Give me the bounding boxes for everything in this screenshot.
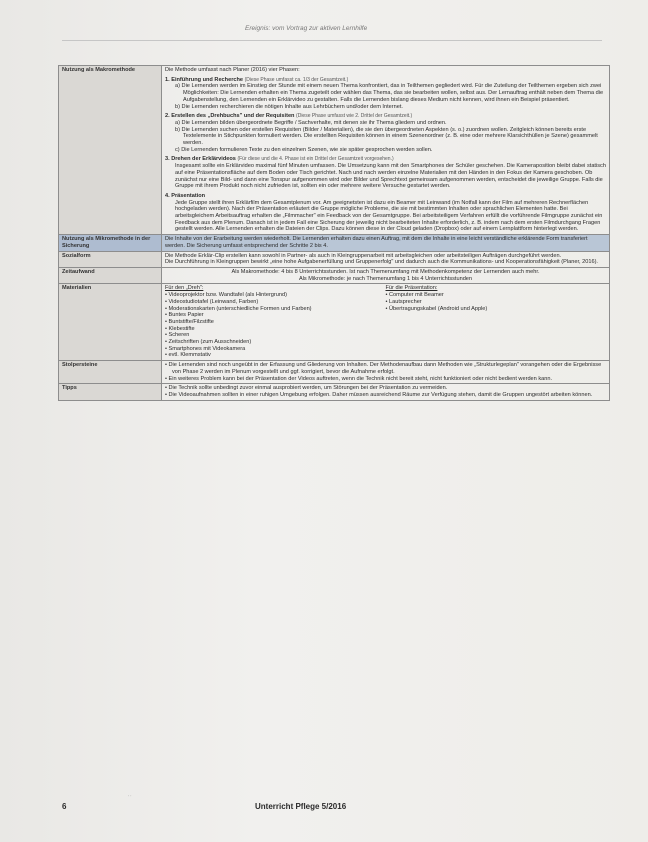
scan-marks: ' ' (128, 795, 132, 801)
row-mikromethode (59, 235, 610, 251)
page-number: 6 (62, 802, 67, 811)
bullet-icon: • (385, 305, 390, 312)
step-1b: b) Die Lernenden recherchieren die nötigen Inhalte aus Lehrbüchern und/oder dem Internet. (175, 103, 403, 110)
list-item: • Moderationskarten (unterschiedliche Formen und Farben) (165, 305, 312, 312)
row-stolpersteine (59, 361, 610, 384)
bullet-icon: • (165, 298, 169, 305)
dreh-list (165, 292, 386, 359)
row-label: Nutzung als Mikromethode in der Sicherung (59, 235, 162, 251)
row-materialien (59, 284, 610, 361)
bullet-icon: • (385, 292, 390, 299)
row-content (162, 66, 610, 235)
step-4-title: 4. Präsentation (165, 192, 206, 199)
bullet-icon: • (165, 362, 169, 369)
step-2b: b) Die Lernenden suchen oder erstellen Requisiten (Bilder / Materialien), die sie den übergeordneten Aspekten (s. o.) zuordnen wollen. Zeitgleich können bereits erste Textelemente in Stichpunkten formuliert werden. Die erstellten Requisiten können in einem Szenenordner (z. B. eine oder mehrere Klarsichthüllen je Szene) gesammelt werden. (175, 126, 598, 147)
row-content: Die Inhalte von der Erarbeitung werden wiederholt. Die Lernenden erhalten dazu einen Auftrag, mit dem die Inhalte in eine leicht verständliche erklärende Form transferiert werden. Die Sicherung umfasst entsprechend der Schritte 2 bis 4. (162, 235, 610, 251)
bullet-icon: • (165, 318, 169, 325)
list-item: • Die Lernenden sind noch ungeübt in der Erfassung und Gliederung von Inhalten. Der Methodenaufbau dann Methoden wie „Strukturlegeplan" vorangehen oder die Ergebnisse von Phase 2 werden im Plenum vorgestellt und ggf. korrigiert, bevor die Aufnahme erfolgt. (165, 362, 602, 375)
list-item: • Lautsprecher (385, 298, 422, 305)
sozialform-text-2: Die Durchführung in Kleingruppen bewirkt „eine hohe Aufgabenerfüllung und Gruppenerfolg" und dadurch auch die Kommunikations- und Kooperationsfähigkeit (Planer, 2016). (165, 259, 598, 266)
bullet-icon: • (165, 352, 169, 359)
method-table (58, 65, 610, 401)
list-item: • Buntstifte/Filzstifte (165, 318, 214, 325)
row-content (162, 361, 610, 384)
sozialform-text-1: Die Methode Erklär-Clip erstellen kann sowohl in Partner- als auch in Kleingruppenarbeit mit arbeitsgleichen oder arbeitsteiligen Aufträgen durchgeführt werden. (165, 252, 562, 259)
step-3-text: Insgesamt sollte ein Erklärvideo maximal fünf Minuten umfassen. Die Umsetzung kann mit den Smartphones der Schüler geschehen. Die Kameraposition bleibt dabei statisch auf eine Präsentationsfläche auf dem Boden oder Tisch gerichtet. Nach und nach werden einzelne Materialien mit den Händen in den Fokus der Kamera geschoben. Ob zunächst nur eine Bild- und dann eine Tonspur aufgenommen wird oder Bilder und Sprechtext gemeinsam aufgenommen werden, entscheidet die jeweilige Gruppe. Falls die Gruppe mit ihrem Produkt noch nicht zufrieden ist, sollten ein oder mehrere weitere Versuche gestartet werden. (175, 163, 606, 190)
list-item: • Smartphones mit Videokamera (165, 345, 246, 352)
bullet-icon: • (165, 312, 169, 319)
list-item: • evtl. Klemmstativ (165, 352, 211, 359)
list-item: • Scheren (165, 332, 190, 339)
row-zeitaufwand (59, 267, 610, 283)
list-item: • Klebestifte (165, 325, 195, 332)
list-item: • Übertragungskabel (Android und Apple) (385, 305, 488, 312)
row-label: Materialien (59, 284, 162, 361)
row-label: Tipps (59, 384, 162, 400)
bullet-icon: • (165, 332, 169, 339)
zeit-text-1: Als Makromethode: 4 bis 8 Unterrichtsstunden. Ist nach Themenumfang mit Methodenkompetenz der Lernenden auch mehr. (231, 268, 540, 275)
row-content (162, 384, 610, 400)
list-item: • Videostudiotafel (Leinwand, Farben) (165, 298, 259, 305)
bullet-icon: • (385, 298, 390, 305)
step-4-text: Jede Gruppe stellt ihren Erklärfilm dem Gesamtplenum vor. Am geeignetsten ist dazu ein Beamer mit Leinwand (im Notfall kann der Film auf mehreren Rechnerflächen hochgeladen werden). Nach der Präsentation erläutert die Gruppe mögliche Probleme, die sie mit bestimmten Inhalten oder sprachlichen Elementen hatte. Bei arbeitsgleichem Arbeitsauftrag erhalten die „Filmmacher" ein Feedback von der Gesamtgruppe. Bei arbeitsteiligem Verfahren erfüllt die vorführende Filmgruppe zunächst ein Feedback aus dem Plenum. Danach ist in jedem Fall eine Sicherung der jeweilig nicht bearbeiteten Inhalte erforderlich, z. B. indem nach dem ersten Filmdurchgang Fragen gestellt werden. Alle Lernenden erhalten die Dateien der Clips. Dazu können diese in der Cloud geladen (Dropbox) oder auf einem Lernplattform hinterlegt werden. (175, 199, 603, 233)
row-label: Stolpersteine (59, 361, 162, 384)
list-item: • Die Videoaufnahmen sollten in einer ruhigen Umgebung erfolgen. Daher müssen ausreichend Räume zur Verfügung stehen, damit die Gruppen ungestört arbeiten können. (165, 391, 593, 398)
row-content (162, 284, 610, 361)
bullet-icon: • (165, 305, 169, 312)
praesentation-heading: Für die Präsentation: (385, 285, 438, 292)
bullet-icon: • (165, 345, 169, 352)
step-1a: a) Die Lernenden werden im Einstieg der Stunde mit einem neuen Thema konfrontiert, das in Teilthemen gegliedert wird. Für die Zuteilung der Teilthemen ergeben sich zwei Möglichkeiten: Die Lernenden erhalten ein Thema zugeteilt oder wählen das Thema, das sie bearbeiten wollen, selbst aus. Der Lernauftrag enthält neben dem Thema die Aufgabenstellung, den Lernenden ein Erklärvideo zu gestalten. Falls die Lernenden bislang dieses Medium nicht kennen, wird ihnen ein Beispiel präsentiert. (175, 83, 604, 103)
list-item: • Computer mit Beamer (385, 292, 444, 299)
header-rule (62, 40, 602, 41)
bullet-icon: • (165, 391, 169, 398)
bullet-icon: • (165, 325, 169, 332)
row-label: Nutzung als Makromethode (59, 66, 162, 235)
intro-text: Die Methode umfasst nach Planer (2016) vier Phasen: (165, 67, 300, 73)
bullet-icon: • (165, 292, 169, 299)
row-sozialform (59, 251, 610, 267)
list-item: • Videoprojektor bzw. Wandtafel (als Hintergrund) (165, 292, 287, 299)
bullet-icon: • (165, 385, 169, 392)
row-label: Zeitaufwand (59, 267, 162, 283)
step-3-title: 3. Drehen der Erklärvideos (Für diese und die 4. Phase ist ein Drittel der Gesamtzeit vorgesehen.) (165, 156, 394, 163)
list-item: • Zeitschriften (zum Ausschneiden) (165, 339, 252, 346)
bullet-icon: • (165, 339, 169, 346)
step-2-title: 2. Erstellen des „Drehbuchs" und der Requisiten (Diese Phase umfasst wie 2. Drittel der Gesamtzeit.) (165, 113, 413, 120)
praesentation-list (386, 292, 607, 312)
running-header: Ereignis: vom Vortrag zur aktiven Lernhilfe (245, 25, 368, 32)
dreh-column (165, 285, 386, 359)
row-content (162, 267, 610, 283)
row-makromethode (59, 66, 610, 235)
list-item: • Ein weiteres Problem kann bei der Präsentation der Videos auftreten, wenn die Technik nicht bereit steht, nicht funktioniert oder nicht bedient werden kann. (165, 375, 553, 382)
journal-footer: Unterricht Pflege 5/2016 (255, 802, 347, 811)
dreh-heading: Für den „Dreh": (165, 285, 204, 292)
bullet-icon: • (165, 375, 169, 382)
row-label: Sozialform (59, 251, 162, 267)
row-tipps (59, 384, 610, 400)
row-content (162, 251, 610, 267)
list-item: • Die Technik sollte unbedingt zuvor einmal ausprobiert werden, um Störungen bei der Präsentation zu vermeiden. (165, 385, 448, 392)
list-item: • Buntes Papier (165, 312, 204, 319)
step-2c: c) Die Lernenden formulieren Texte zu den einzelnen Szenen, wie sie später gesprochen werden sollen. (175, 146, 433, 153)
zeit-text-2: Als Mikromethode: je nach Themenumfang 1 bis 4 Unterrichtsstunden (298, 275, 473, 282)
praesentation-column (386, 285, 607, 359)
step-1-title: 1. Einführung und Recherche (Diese Phase umfasst ca. 1/3 der Gesamtzeit.) (165, 76, 349, 83)
step-2a: a) Die Lernenden bilden übergeordnete Begriffe / Sachverhalte, mit denen sie ihr Thema gliedern und ordnen. (175, 119, 447, 126)
